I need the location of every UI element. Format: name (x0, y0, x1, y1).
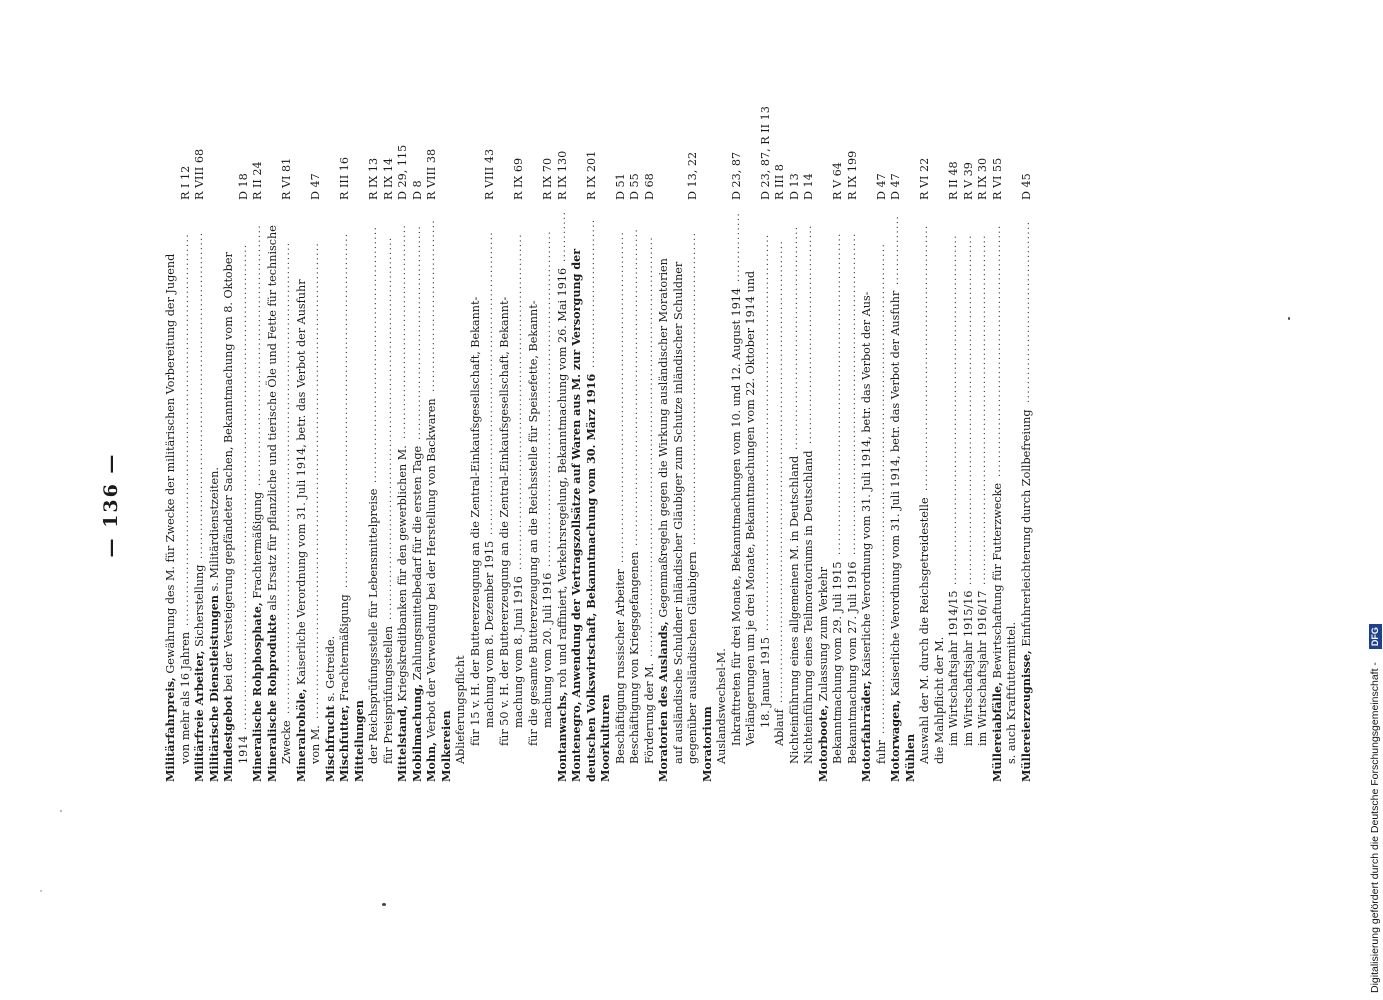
entry-heading: Mindestgebot (221, 695, 235, 782)
entry-description: Zahlungsmittelbedarf für die ersten Tage (410, 445, 424, 681)
dot-leader: .............................................. (397, 223, 408, 439)
dot-leader: ..................................................................................... (759, 233, 771, 631)
entry-description: machung vom 8. Dezember 1915 (483, 540, 496, 728)
entry-heading: Mineralrohöle, (293, 688, 308, 782)
dfg-logo: DFG (1369, 624, 1382, 649)
dot-leader: ................................ (585, 218, 597, 368)
entry-reference: R IX 13 (367, 157, 380, 200)
entry-reference: R VI 81 (280, 157, 293, 200)
dot-leader: .................................................................................. (382, 236, 394, 620)
entry-description: auf ausländische Schuldner inländischer Gläubiger zum Schutze inländischer Schuldner (671, 261, 685, 764)
scan-speck (1288, 317, 1290, 320)
entry-heading: Mitteilungen (351, 700, 366, 782)
entry-reference: D 23, 87, R II 13 (758, 106, 772, 200)
entry-description: Auslandswechsel-M. (715, 648, 728, 764)
entry-heading: Mühlen (902, 733, 917, 782)
entry-description: Bekanntmachung vom 27. Juli 1916 (845, 561, 859, 764)
dot-leader: .............................................. (411, 224, 423, 440)
entry-heading: Mittelstand, (395, 705, 409, 782)
index-entry (1018, 0, 1035, 1000)
dot-leader: ....................................................................... (614, 230, 626, 563)
entry-reference: R VIII 43 (483, 148, 496, 200)
dot-leader: ........................................................................... (977, 234, 988, 585)
entry-heading: Motorwagen, (888, 699, 902, 782)
entry-description: im Wirtschaftsjahr 1914/15 (947, 590, 960, 746)
entry-reference: R III 8 (773, 164, 786, 200)
entry-description: Zwecke (280, 720, 293, 764)
entry-description: s. Getreide. (323, 635, 337, 702)
entry-description: 18. Januar 1915 (758, 637, 772, 728)
entry-reference: R VIII 38 (425, 148, 438, 200)
entry-description: Bekanntmachung vom 29. Juli 1915 (831, 561, 844, 764)
entry-description: Gewährung des M. für Zwecke der militärischen Vorbereitung der Jugend (164, 253, 177, 674)
entry-description: Frachtermäßigung (251, 491, 264, 599)
dot-leader: ..................................................................................................... (281, 241, 292, 714)
entry-heading: Militärfreie Arbeiter, (192, 650, 206, 782)
entry-reference: D 47 (874, 173, 888, 200)
entry-reference: R VI 22 (918, 157, 931, 200)
entry-reference: R IX 69 (512, 157, 525, 200)
dot-leader: ................................................ (788, 225, 800, 450)
entry-description: fuhr (874, 740, 888, 764)
entry-heading: Motorfahrräder, (859, 680, 873, 782)
entry-reference: R IX 199 (845, 150, 859, 200)
entry-reference: R IX 201 (584, 150, 598, 200)
dot-leader: ................................................................. (484, 230, 495, 535)
entry-heading: Mineralische Rohprodukte (264, 614, 279, 782)
entry-reference: R IX 30 (976, 157, 989, 200)
scan-speck (40, 890, 42, 892)
entry-reference: D 8 (410, 180, 424, 200)
entry-description: Bewirtschaftung für Futterzwecke (990, 482, 1004, 679)
entry-description: der Reichsprüfungsstelle für Lebensmittelpreise (367, 488, 380, 764)
entry-heading: Mischfutter, (337, 704, 351, 782)
dot-leader: ........................................................................... (962, 234, 974, 585)
entry-description: Kaiserliche Verordnung vom 31. Juli 1914, betr. das Verbot der Ausfuhr (294, 279, 308, 685)
entry-description: die Mahlpflicht der M. (932, 636, 946, 764)
dot-leader: ..................................... (426, 218, 437, 392)
dot-leader: .................................................................................... (179, 232, 191, 626)
entry-heading: Mischfrucht (322, 705, 337, 782)
entry-description: s. auch Kraftfuttermittel. (1005, 621, 1018, 764)
entry-description: Kriegskreditbanken für den gewerblichen M. (396, 445, 409, 702)
entry-reference: D 47 (309, 173, 322, 200)
dot-leader: ........................................................................ (542, 230, 553, 567)
entry-heading: Montenegro, Anwendung der Vertragszollsätze auf Waren aus M. zur Versorgung der (569, 248, 583, 782)
entry-description: Beschäftigung russischer Arbeiter (613, 569, 627, 764)
page-number: — 136 — (100, 452, 122, 558)
dot-leader: ...................................................................... (194, 231, 205, 559)
entry-reference: R IX 130 (555, 150, 569, 200)
entry-description: als Ersatz für pflanzliche und tierische Öle und Fette für technische (265, 225, 279, 611)
entry-description: von mehr als 16 Jahren (178, 631, 192, 764)
entry-reference: R III 16 (338, 156, 351, 200)
dot-leader: ........................................................................ (513, 233, 524, 570)
dot-leader: ........................................................................................................ (237, 243, 249, 730)
entry-description: für 15 v. H. der Buttererzeugung an die Zentral-Einkaufsgesellschaft, Bekannt- (468, 296, 482, 746)
entry-description: gegenüber ausländischen Gläubigern (686, 551, 699, 764)
entry-description: für 50 v. H. der Buttererzeugung an die Zentral-Einkaufsgesellschaft, Bekannt- (497, 296, 511, 746)
entry-reference: R IX 70 (541, 157, 554, 200)
dot-leader: ........................................................ (252, 223, 263, 486)
entry-description: für die gesamte Buttererzeugung an die Reichsstelle für Speisefette, Bekannt- (526, 300, 540, 746)
dot-leader: ......................................................... (919, 224, 930, 491)
entry-reference: D 14 (802, 173, 815, 200)
dot-leader: ............................................................................ (339, 232, 350, 588)
entry-reference: D 68 (642, 173, 656, 200)
entry-heading: Mineralische Rohphosphate, (250, 602, 264, 782)
dot-leader: ...................................................... (991, 224, 1003, 477)
entry-description: machung vom 8. Juni 1916 (512, 576, 525, 728)
entry-description: im Wirtschaftsjahr 1915/16 (961, 590, 975, 746)
entry-heading: Montanwachs, (554, 691, 569, 782)
entry-text (1018, 409, 1035, 782)
credit-text: Digitalisierung gefördert durch die Deutsche Forschungsgemeinschaft - (1369, 662, 1381, 993)
entry-heading: Molkereien (438, 710, 453, 782)
dot-leader: ........................................................................... (948, 234, 959, 585)
entry-description: 1914 (236, 735, 250, 764)
dot-leader: ......................................................................................................... (875, 242, 887, 734)
entry-heading: Moratorien des Auslands, (656, 621, 670, 782)
entry-heading: Moorkulturen (598, 694, 612, 782)
entry-reference: D 13, 22 (686, 151, 699, 200)
entry-heading: Mohn, (424, 741, 438, 782)
dot-leader: ....................................................... (368, 225, 379, 483)
entry-description: Nichteinführung eines allgemeinen M. in Deutschland (787, 455, 801, 764)
sidebar-credit (1365, 8, 1383, 993)
entry-heading: deutschen Volkswirtschaft, Bekanntmachung vom 30. März 1916 (583, 373, 598, 782)
entry-description: Verbot der Verwendung bei der Herstellung von Backwaren (425, 398, 438, 739)
entry-description: Verlängerungen um je drei Monate, Bekanntmachungen vom 22. Oktober 1914 und (744, 270, 757, 746)
entry-reference: R II 48 (947, 161, 960, 200)
scan-speck (60, 810, 62, 812)
entry-reference: D 29, 115 (396, 144, 409, 200)
entry-reference: D 51 (613, 173, 627, 200)
entry-reference: D 23, 87 (729, 151, 743, 200)
entry-description: bei der Versteigerung gepfändeter Sachen, Bekanntmachung vom 8. Oktober (222, 252, 235, 692)
entry-description: im Wirtschaftsjahr 1916/17 (976, 590, 989, 746)
dot-leader: ................................................................... (687, 231, 698, 545)
dot-leader: .................................................................... (629, 227, 640, 546)
dot-leader: ..................................................................... (832, 232, 843, 555)
entry-heading: Müllereierzeugnisse, (1018, 650, 1033, 782)
entry-description: Kaiserliche Verordnung vom 31. Juli 1914, betr. das Verbot der Aus- (860, 291, 873, 677)
entry-reference: R IX 14 (381, 157, 395, 200)
dot-leader: ............... (890, 214, 901, 285)
entry-description: Ablauf (773, 709, 786, 746)
entry-heading: Mobilmachung, (409, 683, 424, 782)
dot-leader: ............... (730, 211, 742, 282)
entry-description: Zulassung zum Verkehr (816, 567, 830, 702)
entry-description: Nichteinführung eines Teilmoratoriums in Deutschland (802, 450, 815, 764)
dot-leader: .......................................................................................... (643, 235, 655, 657)
dot-leader: ................................................................................................... (774, 239, 785, 703)
entry-reference: D 55 (628, 173, 641, 200)
entry-heading: Motorboote, (815, 704, 830, 782)
dot-leader: ............................................... (803, 224, 814, 444)
entry-description: Gegenmaßregeln gegen die Wirkung ausländischer Moratorien (657, 258, 670, 618)
entry-description: Auswahl der M. durch die Reichsgetreidestelle (918, 497, 931, 764)
entry-reference: R V 64 (831, 162, 844, 200)
entry-description: von M. (309, 725, 322, 764)
entry-heading: Moratorium (699, 706, 714, 782)
entry-description: Sicherstellung (193, 564, 206, 647)
entry-reference: R II 24 (251, 161, 264, 200)
scan-speck (382, 903, 386, 906)
entry-reference: D 47 (889, 173, 902, 200)
entry-reference: R VI 55 (990, 157, 1004, 200)
dot-leader: ..................................................................... (846, 232, 858, 555)
entry-description: s. Militärdienstzeiten. (207, 467, 221, 592)
entry-reference: D 45 (1019, 173, 1033, 200)
entry-description: Förderung der M. (642, 662, 656, 764)
entry-heading: Müllereiabfälle, (989, 681, 1004, 782)
entry-heading: Militärische Dienstleistungen (206, 594, 221, 782)
entry-reference: R VIII 68 (193, 148, 206, 200)
entry-description: Beschäftigung von Kriegsgefangenen (628, 551, 641, 764)
dot-leader: ....................................... (1020, 220, 1032, 403)
entry-reference: D 13 (787, 173, 801, 200)
entry-reference: R V 39 (961, 162, 975, 200)
entry-description: machung vom 20. Juli 1916 (541, 572, 554, 728)
entry-reference: D 18 (236, 173, 250, 200)
dot-leader: ...................................................................................................... (310, 241, 321, 719)
entry-description: Einfuhrerleichterung durch Zollbefreiung (1019, 409, 1033, 647)
entry-description: Kaiserliche Verordnung vom 31. Juli 1914, betr. das Verbot der Ausfuhr (889, 290, 902, 697)
entry-description: Inkrafttreten für drei Monate, Bekanntmachungen vom 10. und 12. August 1914 (729, 287, 743, 746)
entry-description: roh und raffiniert, Verkehrsregelung, Bekanntmachung vom 26. Mai 1916 (555, 267, 569, 688)
entry-heading: Militärfahrpreis, (163, 677, 177, 782)
entry-description: für Preisprüfungsstellen (381, 625, 395, 764)
entry-description: Ablieferungspflicht (454, 655, 467, 764)
entry-description: Frachtermäßigung (338, 594, 351, 702)
dot-leader: ........... (556, 210, 568, 262)
entry-reference: R I 12 (178, 165, 192, 200)
